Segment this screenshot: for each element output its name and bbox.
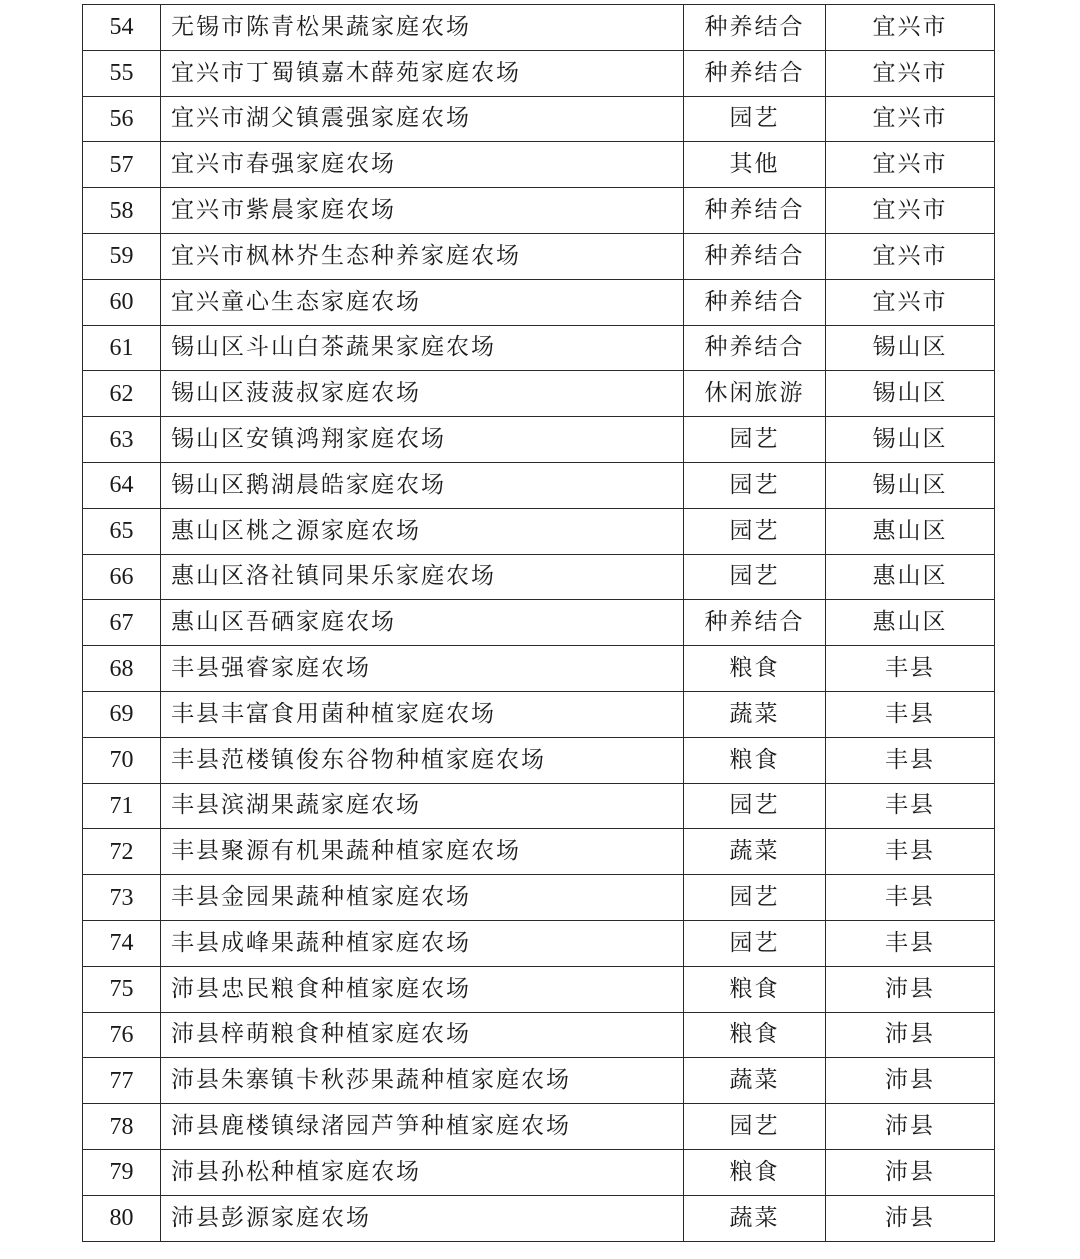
row-number-cell: 61 xyxy=(83,325,161,371)
table-row xyxy=(83,920,995,966)
farm-name-cell: 丰县成峰果蔬种植家庭农场 xyxy=(161,920,684,966)
table-row xyxy=(83,600,995,646)
region-cell: 锡山区 xyxy=(826,371,995,417)
table-row xyxy=(83,96,995,142)
table-row xyxy=(83,50,995,96)
farm-name-cell: 宜兴市春强家庭农场 xyxy=(161,142,684,188)
farm-type-cell: 园艺 xyxy=(684,96,826,142)
farm-name-cell: 无锡市陈青松果蔬家庭农场 xyxy=(161,5,684,51)
farm-type-cell: 园艺 xyxy=(684,554,826,600)
table-row xyxy=(83,279,995,325)
table-row xyxy=(83,325,995,371)
region-cell: 沛县 xyxy=(826,1012,995,1058)
farm-name-cell: 宜兴童心生态家庭农场 xyxy=(161,279,684,325)
farm-type-cell: 蔬菜 xyxy=(684,1195,826,1241)
table-row xyxy=(83,1149,995,1195)
farm-name-cell: 锡山区安镇鸿翔家庭农场 xyxy=(161,417,684,463)
region-cell: 丰县 xyxy=(826,737,995,783)
farm-name-cell: 惠山区洛社镇同果乐家庭农场 xyxy=(161,554,684,600)
region-cell: 锡山区 xyxy=(826,325,995,371)
row-number-cell: 62 xyxy=(83,371,161,417)
farm-type-cell: 粮食 xyxy=(684,966,826,1012)
farm-type-cell: 粮食 xyxy=(684,646,826,692)
row-number-cell: 63 xyxy=(83,417,161,463)
table-row xyxy=(83,233,995,279)
farm-type-cell: 蔬菜 xyxy=(684,829,826,875)
table-row xyxy=(83,1058,995,1104)
farm-name-cell: 宜兴市紫晨家庭农场 xyxy=(161,188,684,234)
region-cell: 沛县 xyxy=(826,1058,995,1104)
region-cell: 丰县 xyxy=(826,829,995,875)
farm-name-cell: 丰县强睿家庭农场 xyxy=(161,646,684,692)
region-cell: 宜兴市 xyxy=(826,5,995,51)
table-row xyxy=(83,371,995,417)
farm-type-cell: 园艺 xyxy=(684,508,826,554)
region-cell: 丰县 xyxy=(826,920,995,966)
farm-type-cell: 种养结合 xyxy=(684,188,826,234)
region-cell: 锡山区 xyxy=(826,417,995,463)
farm-type-cell: 种养结合 xyxy=(684,50,826,96)
region-cell: 宜兴市 xyxy=(826,142,995,188)
farm-name-cell: 丰县聚源有机果蔬种植家庭农场 xyxy=(161,829,684,875)
farm-type-cell: 粮食 xyxy=(684,1149,826,1195)
region-cell: 沛县 xyxy=(826,1195,995,1241)
farm-type-cell: 园艺 xyxy=(684,1104,826,1150)
farm-name-cell: 丰县范楼镇俊东谷物种植家庭农场 xyxy=(161,737,684,783)
region-cell: 惠山区 xyxy=(826,554,995,600)
table-row xyxy=(83,5,995,51)
row-number-cell: 55 xyxy=(83,50,161,96)
farm-type-cell: 种养结合 xyxy=(684,233,826,279)
farm-type-cell: 园艺 xyxy=(684,783,826,829)
table-row xyxy=(83,875,995,921)
region-cell: 宜兴市 xyxy=(826,50,995,96)
row-number-cell: 66 xyxy=(83,554,161,600)
region-cell: 丰县 xyxy=(826,875,995,921)
farm-type-cell: 种养结合 xyxy=(684,600,826,646)
farm-type-cell: 其他 xyxy=(684,142,826,188)
table-row xyxy=(83,691,995,737)
table-row xyxy=(83,554,995,600)
farm-name-cell: 宜兴市丁蜀镇嘉木薛苑家庭农场 xyxy=(161,50,684,96)
row-number-cell: 69 xyxy=(83,691,161,737)
row-number-cell: 64 xyxy=(83,462,161,508)
region-cell: 丰县 xyxy=(826,691,995,737)
table-row xyxy=(83,966,995,1012)
row-number-cell: 77 xyxy=(83,1058,161,1104)
table-row xyxy=(83,829,995,875)
farm-list-body xyxy=(83,5,995,1242)
region-cell: 惠山区 xyxy=(826,508,995,554)
region-cell: 惠山区 xyxy=(826,600,995,646)
row-number-cell: 58 xyxy=(83,188,161,234)
region-cell: 沛县 xyxy=(826,966,995,1012)
row-number-cell: 79 xyxy=(83,1149,161,1195)
farm-name-cell: 沛县孙松种植家庭农场 xyxy=(161,1149,684,1195)
farm-name-cell: 惠山区吾硒家庭农场 xyxy=(161,600,684,646)
region-cell: 锡山区 xyxy=(826,462,995,508)
row-number-cell: 73 xyxy=(83,875,161,921)
farm-name-cell: 丰县金园果蔬种植家庭农场 xyxy=(161,875,684,921)
row-number-cell: 80 xyxy=(83,1195,161,1241)
table-row xyxy=(83,1195,995,1241)
row-number-cell: 72 xyxy=(83,829,161,875)
farm-name-cell: 沛县彭源家庭农场 xyxy=(161,1195,684,1241)
row-number-cell: 57 xyxy=(83,142,161,188)
region-cell: 宜兴市 xyxy=(826,96,995,142)
farm-name-cell: 沛县忠民粮食种植家庭农场 xyxy=(161,966,684,1012)
farm-type-cell: 种养结合 xyxy=(684,279,826,325)
row-number-cell: 67 xyxy=(83,600,161,646)
row-number-cell: 71 xyxy=(83,783,161,829)
farm-name-cell: 宜兴市湖父镇震强家庭农场 xyxy=(161,96,684,142)
farm-type-cell: 园艺 xyxy=(684,875,826,921)
region-cell: 丰县 xyxy=(826,783,995,829)
farm-name-cell: 惠山区桃之源家庭农场 xyxy=(161,508,684,554)
row-number-cell: 56 xyxy=(83,96,161,142)
row-number-cell: 75 xyxy=(83,966,161,1012)
farm-list-table xyxy=(82,4,995,1242)
farm-name-cell: 锡山区鹅湖晨皓家庭农场 xyxy=(161,462,684,508)
farm-type-cell: 蔬菜 xyxy=(684,1058,826,1104)
row-number-cell: 54 xyxy=(83,5,161,51)
farm-name-cell: 丰县滨湖果蔬家庭农场 xyxy=(161,783,684,829)
farm-type-cell: 休闲旅游 xyxy=(684,371,826,417)
farm-type-cell: 种养结合 xyxy=(684,325,826,371)
table-row xyxy=(83,646,995,692)
farm-type-cell: 园艺 xyxy=(684,462,826,508)
farm-type-cell: 种养结合 xyxy=(684,5,826,51)
region-cell: 沛县 xyxy=(826,1104,995,1150)
farm-type-cell: 粮食 xyxy=(684,1012,826,1058)
row-number-cell: 78 xyxy=(83,1104,161,1150)
region-cell: 沛县 xyxy=(826,1149,995,1195)
row-number-cell: 68 xyxy=(83,646,161,692)
farm-type-cell: 蔬菜 xyxy=(684,691,826,737)
region-cell: 宜兴市 xyxy=(826,188,995,234)
farm-type-cell: 粮食 xyxy=(684,737,826,783)
table-row xyxy=(83,142,995,188)
table-row xyxy=(83,1012,995,1058)
row-number-cell: 74 xyxy=(83,920,161,966)
farm-type-cell: 园艺 xyxy=(684,417,826,463)
row-number-cell: 60 xyxy=(83,279,161,325)
region-cell: 宜兴市 xyxy=(826,279,995,325)
table-row xyxy=(83,737,995,783)
row-number-cell: 59 xyxy=(83,233,161,279)
row-number-cell: 76 xyxy=(83,1012,161,1058)
table-row xyxy=(83,508,995,554)
farm-name-cell: 锡山区斗山白茶蔬果家庭农场 xyxy=(161,325,684,371)
table-row xyxy=(83,1104,995,1150)
farm-name-cell: 沛县梓萌粮食种植家庭农场 xyxy=(161,1012,684,1058)
table-row xyxy=(83,417,995,463)
farm-type-cell: 园艺 xyxy=(684,920,826,966)
table-row xyxy=(83,783,995,829)
farm-name-cell: 丰县丰富食用菌种植家庭农场 xyxy=(161,691,684,737)
row-number-cell: 70 xyxy=(83,737,161,783)
region-cell: 宜兴市 xyxy=(826,233,995,279)
region-cell: 丰县 xyxy=(826,646,995,692)
farm-name-cell: 锡山区菠菠叔家庭农场 xyxy=(161,371,684,417)
row-number-cell: 65 xyxy=(83,508,161,554)
farm-name-cell: 沛县鹿楼镇绿渚园芦笋种植家庭农场 xyxy=(161,1104,684,1150)
farm-name-cell: 宜兴市枫林岕生态种养家庭农场 xyxy=(161,233,684,279)
table-row xyxy=(83,188,995,234)
table-row xyxy=(83,462,995,508)
farm-name-cell: 沛县朱寨镇卡秋莎果蔬种植家庭农场 xyxy=(161,1058,684,1104)
